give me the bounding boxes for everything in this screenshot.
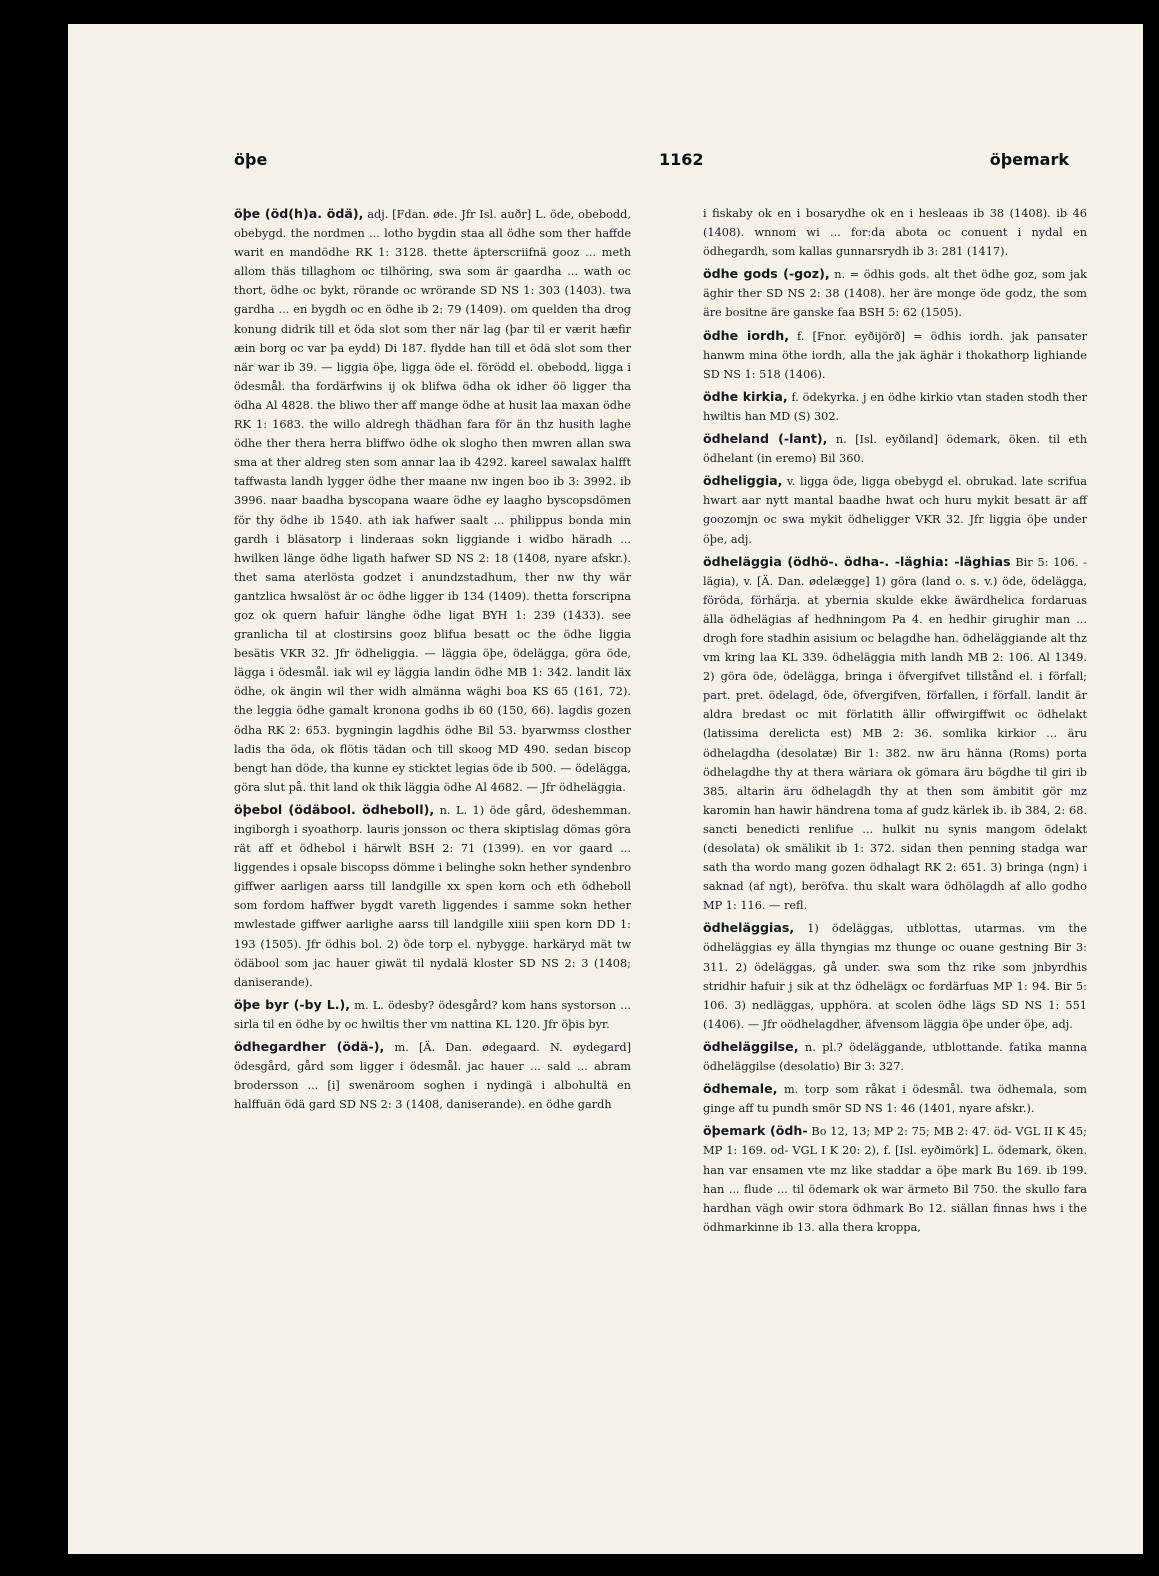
entry — [234, 800, 631, 992]
dictionary-page — [68, 24, 1143, 1554]
entry — [703, 552, 1087, 916]
entry-text: n. = ödhis gods. alt thet ödhe goz, som jak äghir ther SD NS 2: 38 (1408). her äre monge öde godz, the som äre bositne äre ganske faa BSH 5: 62 (1505). — [703, 268, 1088, 320]
entry — [703, 1079, 1087, 1118]
headword: ödhemale, — [703, 1081, 778, 1097]
entry-text: n. L. 1) öde gård, ödeshemman. ingiborgh i syoathorp. lauris jonsson oc thera skiptislag dömas göra rät aff et ödhebol i härwlt BSH 2: 71 (1399). en vor gaard ... liggendes i opsale biscopss dömme i belinghe sokn hether syndenbro giffwer aarligen aarss till landgille xx spen korn och eth ödheboll som fordom haffwer bygdt vareth liggendes i samme sokn hether mwlestade giffwer aarlighe aarss till landgille xiiii spen korn DD 1: 193 (1505). Jfr ödhis bol. 2) öde torp el. nybygge. harkäryd mät tw ödäbool som jac hauer giwät til nydalä kloster SD NS 2: 3 (1408; daniserande). — [234, 803, 631, 989]
entry — [703, 1121, 1087, 1237]
entry-text: n. [Isl. eyðiland] ödemark, öken. til eth ödhelant (in eremo) Bil 360. — [703, 433, 1087, 466]
header-right-guideword: öþemark — [989, 150, 1069, 169]
headword: ödheland (-lant), — [703, 431, 828, 447]
entry-text: adj. [Fdan. øde. Jfr Isl. auðr] L. öde, obebodd, obebygd. the nordmen ... lotho bygdin staa all ödhe som ther haffde warit en mandödhe RK 1: 3128. thette äpterscriifnä gooz ... meth allom thäs tillaghom oc tilhöring, swa som är gaardha ... wath oc thort, ödhe oc bykt, rörande oc wrörande SD NS 1: 303 (1403). twa gardha ... en bygdh oc en ödhe ib 2: 79 (1409). om quelden tha drog konung didrik till et öda slot som ther när lag (þar til er værit hæfir æin borg oc var þa eydd) Di 187. flydde han till et ödä slot som ther när war ib 39. — liggia öþe, ligga öde el. förödd el. obebodd, ligga i ödesmål. tha fordärfwins ij ok blifwa ödha ok idher öö ligger tha ödha Al 4828. the bliwo ther aff mange ödhe at husit laa maxan ödhe RK 1: 1683. the willo aldregh thädhan fara för än thz husith laghe ödhe ther thera herra bliffwo ödhe ok slogho then mwren allan swa sma at ther aldreg sten som annar laa ib 4292. kareel sawalax halfft taffwasta landh lygger ödhe ther maane nw ingen boo ib 3: 3992. ib 3996. naar baadha byscopana waare ödhe ey laagho byscopsdömen för thy ödhe ib 1540. ath iak hafwer saalt ... philippus bonda min gardh i bläsatorp i linderaas sokn liggiande i widbo häradh ... hwilken länge ödhe ligath hafwer SD NS 2: 18 (1408, nyare afskr.). thet sama aterlösta godzet i anundzstadhum, ther nw thy wär gantzlica hwsalöst är oc ödhe ligger ib 134 (1409). thetta forscripna goz ok quern hafuir länghe ödhe ligat BYH 1: 239 (1433). see granlicha til at clostirsins gooz blifua besatt oc the ödhe liggia besätis VKR 32. Jfr ödheliggia. — läggia öþe, ödelägga, göra öde, lägga i ödesmål. iak wil ey läggia landin ödhe MB 1: 342. landit läx ödhe, ok ängin wil ther widh almänna wäghi boa KS 65 (161, 72). the leggia ödhe gamalt kronona godhs ib 60 (150, 66). lagdis gozen ödha RK 2: 653. bygningin lagdhis ödhe Bil 53. byarwmss closther ladis tha öda, ok flötis tädan och till skoog MD 490. sedan biscop bengt han döde, tha kunne ey sticktet legias öde ib 500. — ödelägga, göra slut på. thit land ok thik läggia ödhe Al 4682. — Jfr ödheläggia. — [234, 208, 631, 794]
headword: öþemark (ödh- — [703, 1123, 808, 1139]
headword: öþe byr (-by L.), — [234, 996, 351, 1012]
headword: ödhe kirkia, — [703, 388, 788, 404]
entry — [703, 326, 1087, 384]
headword: ödhegardher (ödä-), — [234, 1039, 385, 1055]
entry — [234, 204, 631, 797]
entry — [703, 1037, 1087, 1076]
entry-text: i fiskaby ok en i bosarydhe ok en i hesleaas ib 38 (1408). ib 46 (1408). wnnom wi ... for:da abota oc conuent i nydal en ödhegardh, som kallas gunnarsrydh ib 3: 281 (1417). — [703, 207, 1087, 259]
entry-text: f. [Fnor. eyðijörð] = ödhis iordh. jak pansater hanwm mina öthe iordh, alla the jak äghär i thokathorp lighiande SD NS 1: 518 (1406). — [703, 329, 1087, 381]
headword: ödheliggia, — [703, 473, 783, 489]
entry-text: 1) ödeläggas, utblottas, utarmas. vm the ödheläggias ey älla thyngias mz thunge oc ouane gestning Bir 3: 311. 2) ödeläggas, gå under. swa som thz rike som jnbyrdhis stridhir hafuir j sik at thz ödhelägx oc fordärfuas MP 1: 94. Bir 5: 106. 3) nedläggas, upphöra. at scolen ödhe lägs SD NS 1: 551 (1406). — Jfr oödhelagdher, äfvensom läggia öþe under öþe, adj. — [703, 922, 1087, 1031]
headword: öþebol (ödäbool. ödheboll), — [234, 801, 435, 817]
entry — [703, 918, 1087, 1034]
entry-text: m. L. ödesby? ödesgård? kom hans systorson ... sirla til en ödhe by oc hwiltis ther vm nattina KL 120. Jfr öþis byr. — [234, 998, 631, 1031]
entry — [703, 471, 1087, 548]
left-column — [234, 204, 631, 1117]
headword: öþe (öd(h)a. ödä), — [234, 206, 364, 221]
entry — [703, 429, 1087, 468]
entry-text: Bo 12, 13; MP 2: 75; MB 2: 47. öd- VGL II K 45; MP 1: 169. od- VGL I K 20: 2), f. [Isl. eyðimörk] L. ödemark, öken. han var ensamen vte mz like staddar a öþe mark Bu 169. ib 199. han ... flude ... til ödemark ok war ärmeto Bil 750. the skullo fara hardhan vägh owir stora ödhmark Bo 12. siällan finnas hws i the ödhmarkinne ib 13. alla thera kroppa, — [703, 1125, 1087, 1234]
entry-continuation — [703, 204, 1087, 261]
headword: ödhe gods (-goz), — [703, 266, 830, 282]
entry — [703, 264, 1087, 322]
entry-text: m. torp som råkat i ödesmål. twa ödhemala, som ginge aff tu pundh smör SD NS 1: 46 (1401, nyare afskr.). — [703, 1083, 1087, 1116]
entry — [234, 995, 631, 1034]
headword: ödheläggias, — [703, 920, 795, 936]
page-header — [234, 150, 1069, 170]
entry — [234, 1037, 631, 1114]
entry-text: m. [Ä. Dan. ødegaard. N. øydegard] ödesgård, gård som ligger i ödesmål. jac hauer ... sald ... abram brodersson ... [i] swenäroom soghen i nydingä i albohultä en halffuän ödä gard SD NS 2: 3 (1408, daniserande). en ödhe gardh — [234, 1041, 631, 1112]
entry-text: f. ödekyrka. j en ödhe kirkio vtan staden stodh ther hwiltis han MD (S) 302. — [703, 390, 1088, 423]
entry-text: Bir 5: 106. -lägia), v. [Ä. Dan. ødelægge] 1) göra (land o. s. v.) öde, ödelägga, föröda, förhärja. at ybernia skulde ekke äwärdhelica fordaruas älla ödhelägias af hedhningom Pa 4. en hedhir girughir man ... drogh fore stadhin asisium oc belagdhe han. ödheläggiande alt thz vm kring laa KL 339. ödheläggia mith landh MB 2: 106. Al 1349. 2) göra öde, ödelägga, bringa i öfvergifvet tillstånd el. i förfall; part. pret. ödelagd, öde, öfvergifven, förfallen, i förfall. landit är aldra bredast oc mit förlatith ällir offwirgiffwit oc ödhelakt (latissima derelicta est) MB 2: 36. somlika kirkior ... äru ödhelagdha (desolatæ) Bir 1: 382. nw äru hänna (Roms) porta ödhelagdhe thy at thera wäriara ok gömara äru bögdhe til giri ib 385. altarin äru ödhelagdh thy at then som ämbitit gör mz karomin han hawir händrena toma af gudz kärlek ib. ib 384, 2: 68. sancti benedicti renlifue ... hulkit nu synis mangom ödelakt (desolata) ok smälikit ib 1: 372. sidan then penning stadga war sath tha wordo mang gozen ödhalagt RK 2: 651. 3) bringa (ngn) i saknad (af ngt), beröfva. thu skalt wara ödhölagdh af allo godho MP 1: 116. — refl. — [703, 555, 1087, 913]
right-column — [703, 204, 1087, 1240]
headword: ödheläggilse, — [703, 1038, 799, 1054]
entry-text: v. ligga öde, ligga obebygd el. obrukad. late scrifua hwart aar nytt mantal baadhe hwat och huru mykit besatt är aff goozomjn oc swa mykit ödheligger VKR 32. Jfr liggia öþe under öþe, adj. — [703, 475, 1087, 546]
entry — [703, 387, 1087, 426]
page-number: 1162 — [659, 150, 704, 169]
headword: ödhe iordh, — [703, 327, 789, 343]
headword: ödheläggia (ödhö-. ödha-. -läghia: -läghias — [703, 553, 1011, 569]
entry-text: n. pl.? ödeläggande, utblottande. fatika manna ödheläggilse (desolatio) Bir 3: 327. — [703, 1040, 1087, 1074]
header-left-guideword: öþe — [234, 150, 268, 169]
